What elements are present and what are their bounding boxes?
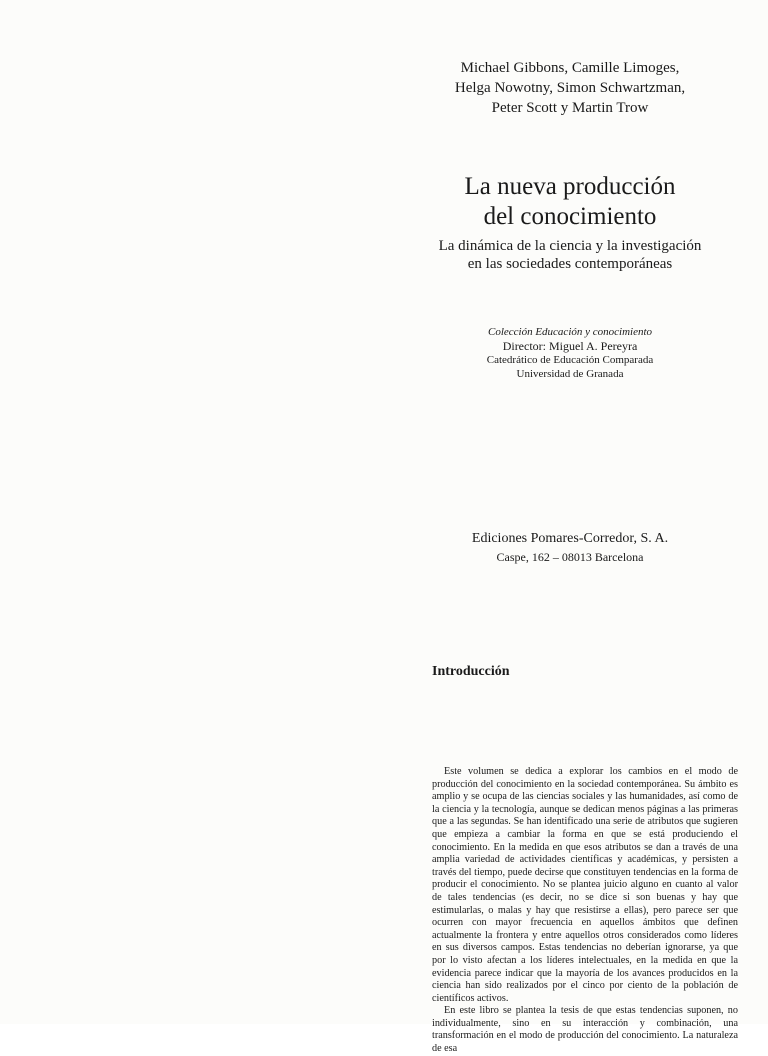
title-line: La nueva producción	[464, 173, 676, 200]
book-subtitle	[400, 237, 740, 273]
author-line: Helga Nowotny, Simon Schwartzman,	[454, 80, 686, 96]
book-title	[400, 172, 740, 232]
publisher-name: Ediciones Pomares-Corredor, S. A.	[471, 531, 669, 546]
paragraph: En este libro se plantea la tesis de que estas tendencias suponen, no individualmente, sino en su interacción y combinación, una transformación en el modo de producción del conocimiento. La naturaleza de esa	[432, 1005, 738, 1055]
introduction-body	[432, 766, 738, 1056]
director-position: Catedrático de Educación Comparada	[486, 354, 654, 366]
publisher-address: Caspe, 162 – 08013 Barcelona	[496, 550, 644, 564]
director-university: Universidad de Granada	[516, 368, 624, 380]
collection-director: Director: Miguel A. Pereyra	[502, 339, 638, 353]
publisher-info	[420, 530, 720, 566]
author-line: Peter Scott y Martin Trow	[491, 100, 649, 116]
paragraph: Este volumen se dedica a explorar los cambios en el modo de producción del conocimiento en la sociedad contemporánea. Su ámbito es amplio y se ocupa de las ciencias sociales y las humanidades, así como de la ciencia y la tecnología, aunque se dedican menos páginas a las primeras que a las segundas. Se han identificado una serie de atributos que sugieren que empieza a cambiar la forma en que se está produciendo el conocimiento. En la medida en que esos atributos se dan a través de una amplia variedad de actividades científicas y académicas, y persisten a través del tiempo, puede decirse que constituyen tendencias en la forma de producir el conocimiento. No se plantea juicio alguno en cuanto al valor de tales tendencias (es decir, no se dice si son buenas y hay que estimularlas, o malas y hay que resistirse a ellas), pero parece ser que ocurren con mayor frecuencia en aquellos ámbitos que definen actualmente la frontera y entre aquellos otros considerados como líderes en sus diversos campos. Estas tendencias no deberían ignorarse, ya que por lo visto afectan a los líderes intelectuales, en la medida en que la evidencia parece indicar que la mayoría de los avances producidos en la ciencia han sido realizados por el cinco por ciento de la población de científicos activos.	[432, 766, 738, 1004]
subtitle-line: La dinámica de la ciencia y la investigación	[438, 238, 702, 254]
subtitle-line: en las sociedades contemporáneas	[467, 256, 673, 272]
title-line: del conocimiento	[483, 203, 657, 230]
section-heading: Introducción	[432, 664, 510, 679]
collection-name: Colección Educación y conocimiento	[487, 326, 653, 338]
author-list	[420, 58, 720, 118]
author-line: Michael Gibbons, Camille Limoges,	[460, 60, 680, 76]
collection-info	[420, 325, 720, 381]
